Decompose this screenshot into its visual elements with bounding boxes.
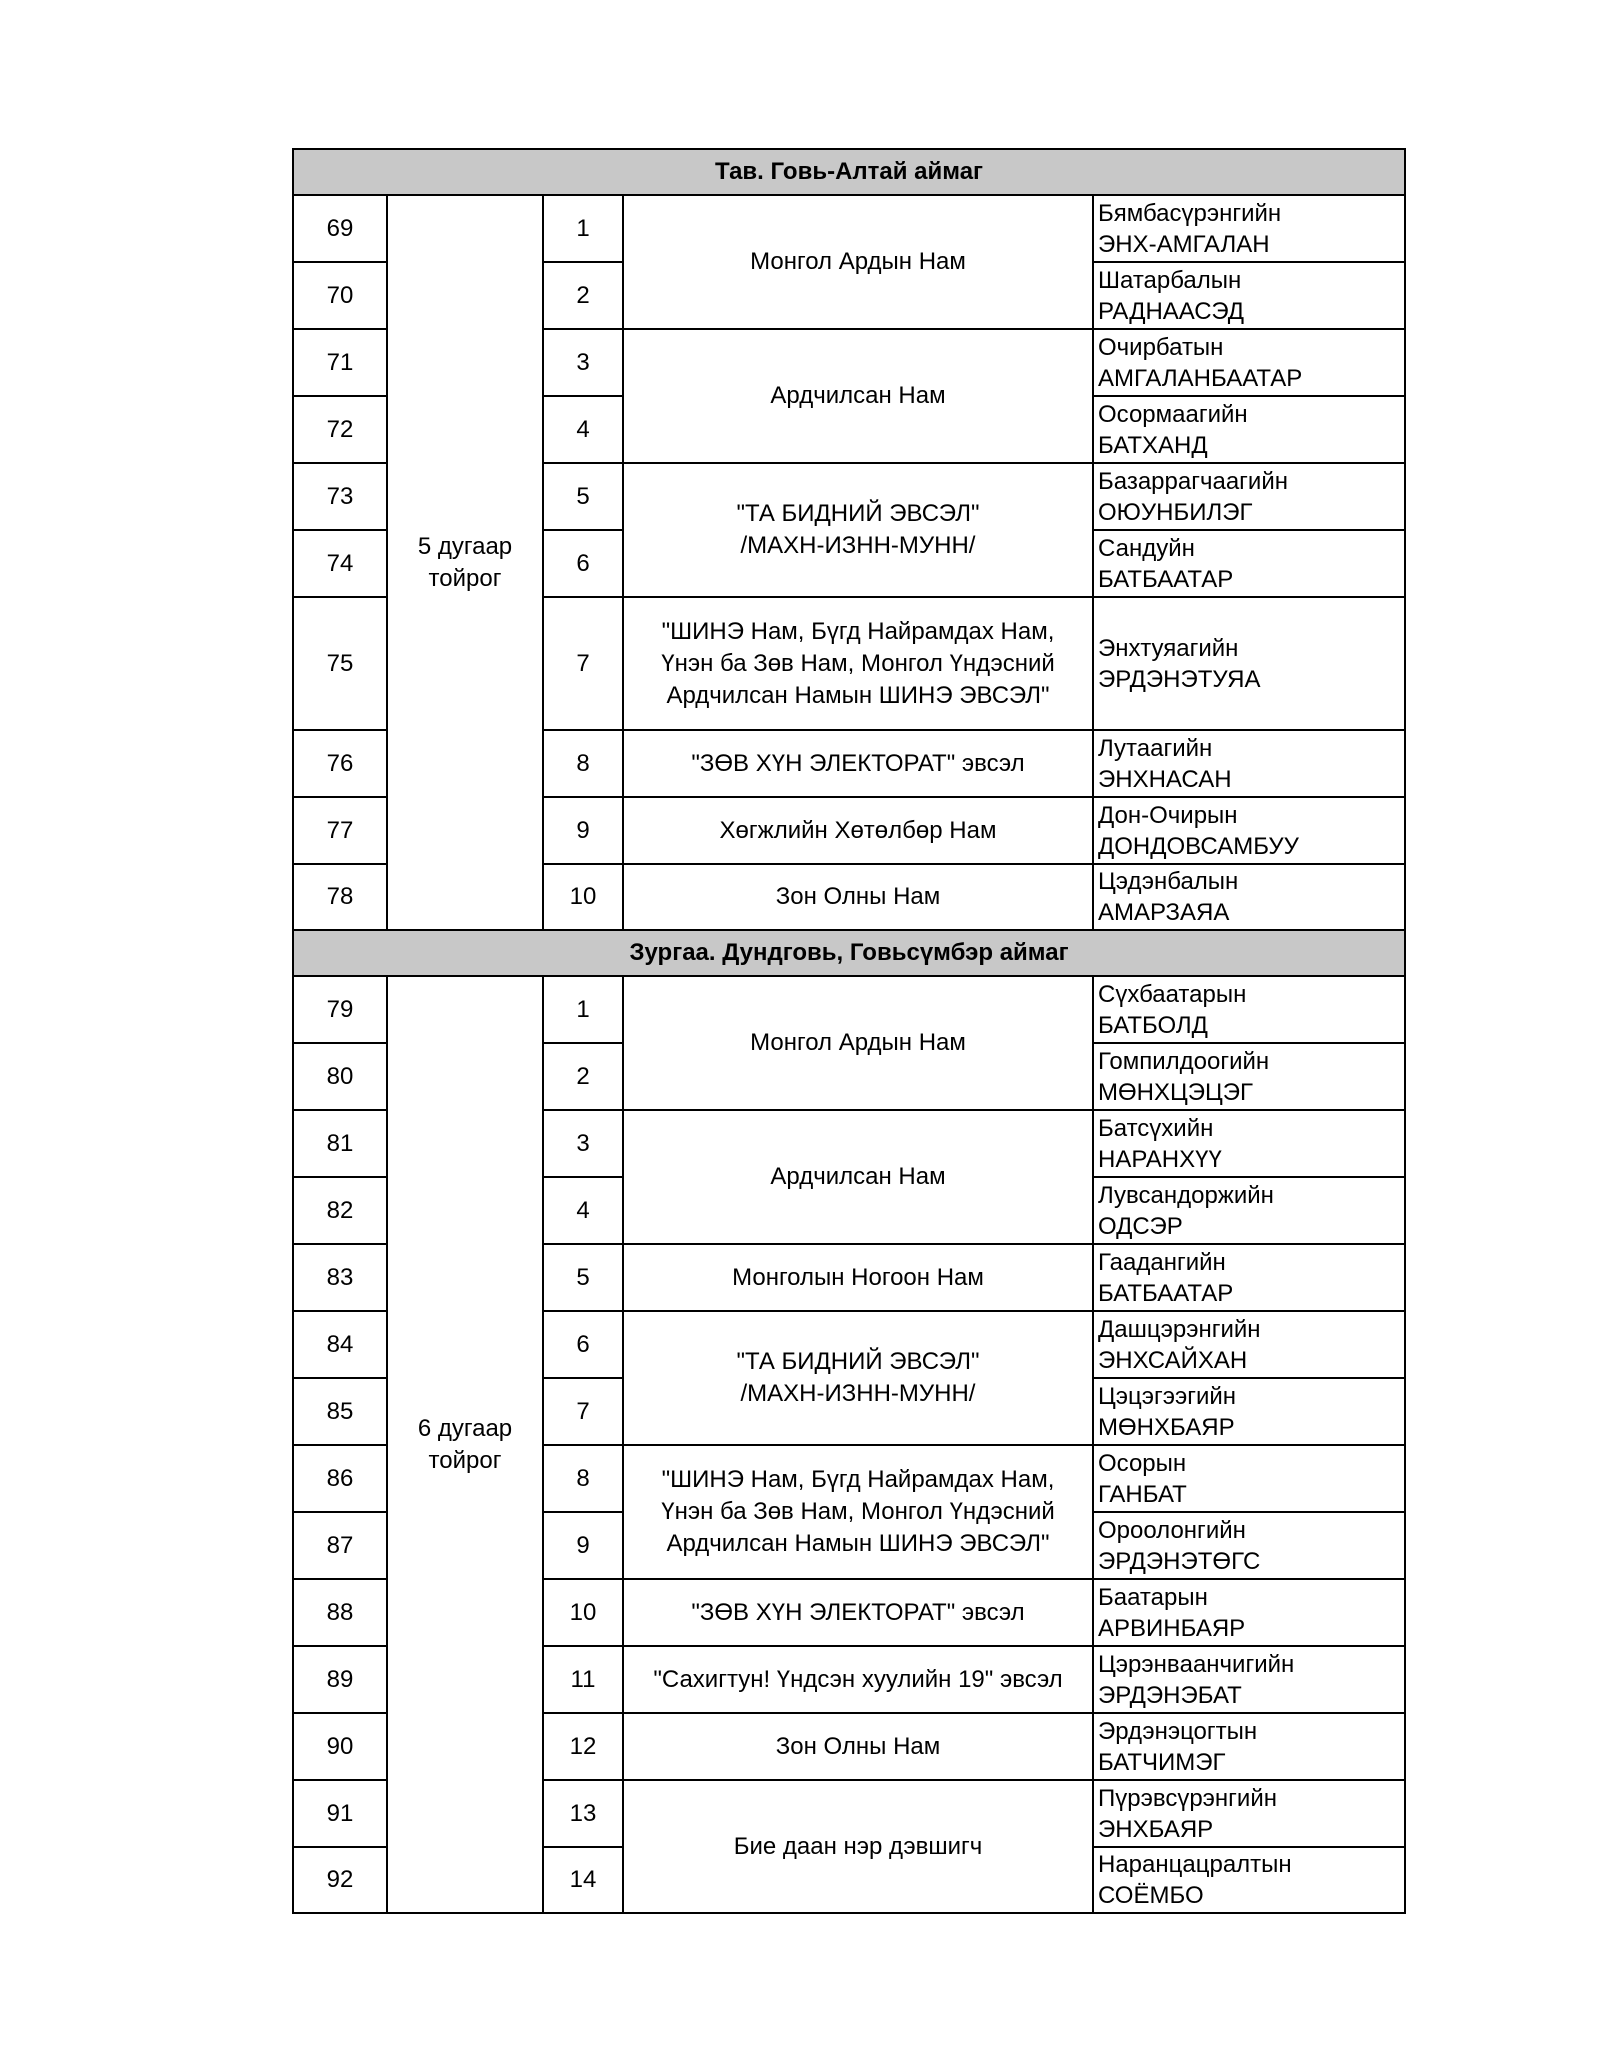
list-number: 5 xyxy=(543,463,623,530)
list-number: 2 xyxy=(543,1043,623,1110)
candidate-first-name: Наранцацралтын xyxy=(1098,1851,1292,1878)
candidate-name xyxy=(1093,1311,1405,1378)
list-number: 3 xyxy=(543,329,623,396)
party-name-line: /МАХН-ИЗНН-МУНН/ xyxy=(740,532,976,559)
party-name-line: Хөгжлийн Хөтөлбөр Нам xyxy=(719,816,997,844)
candidate-last-name: АРВИНБАЯР xyxy=(1098,1614,1246,1642)
candidate-first-name: Ороолонгийн xyxy=(1098,1516,1246,1544)
table-row xyxy=(293,195,1405,262)
district-label: 6 дугаар xyxy=(417,1414,513,1442)
candidate-name xyxy=(1093,1579,1405,1646)
candidate-number: 83 xyxy=(293,1244,387,1311)
party-name xyxy=(623,597,1093,730)
candidate-number: 77 xyxy=(293,797,387,864)
party-name xyxy=(623,329,1093,463)
candidate-name xyxy=(1093,864,1405,930)
list-number: 9 xyxy=(543,797,623,864)
candidate-name xyxy=(1093,1043,1405,1110)
party-name-line: "ТА БИДНИЙ ЭВСЭЛ" xyxy=(736,1348,980,1375)
candidate-last-name: ЭНХСАЙХАН xyxy=(1098,1346,1248,1374)
section-header-row xyxy=(293,149,1405,195)
party-name-line: "ТА БИДНИЙ ЭВСЭЛ" xyxy=(736,500,980,527)
list-number: 14 xyxy=(543,1847,623,1913)
party-name xyxy=(623,1110,1093,1244)
party-name-line: Монгол Ардын Нам xyxy=(750,248,966,275)
list-number: 6 xyxy=(543,1311,623,1378)
candidate-name xyxy=(1093,530,1405,597)
candidate-number: 76 xyxy=(293,730,387,797)
list-number: 3 xyxy=(543,1110,623,1177)
candidate-name xyxy=(1093,463,1405,530)
candidate-number: 81 xyxy=(293,1110,387,1177)
candidate-name xyxy=(1093,1244,1405,1311)
candidate-first-name: Эрдэнэцогтын xyxy=(1098,1717,1258,1745)
party-name-line: "Сахигтун! Үндсэн хуулийн 19" эвсэл xyxy=(653,1665,1063,1693)
candidate-last-name: ЭРДЭНЭТӨГС xyxy=(1098,1547,1261,1575)
party-name-line: Монгол Ардын Нам xyxy=(750,1029,966,1056)
party-name-line: Ардчилсан Нам xyxy=(770,1163,946,1190)
candidate-last-name: АМАРЗАЯА xyxy=(1098,899,1230,926)
party-name xyxy=(623,864,1093,930)
candidate-last-name: НАРАНХҮҮ xyxy=(1098,1145,1222,1173)
candidate-name xyxy=(1093,797,1405,864)
candidate-number: 86 xyxy=(293,1445,387,1512)
candidate-number: 73 xyxy=(293,463,387,530)
list-number: 2 xyxy=(543,262,623,329)
list-number: 8 xyxy=(543,730,623,797)
candidate-last-name: БАТБААТАР xyxy=(1098,565,1234,593)
candidate-last-name: БАТХАНД xyxy=(1098,431,1208,459)
list-number: 11 xyxy=(543,1646,623,1713)
candidate-name xyxy=(1093,597,1405,730)
candidate-last-name: БАТЧИМЭГ xyxy=(1098,1748,1226,1776)
party-name-line: Ардчилсан Намын ШИНЭ ЭВСЭЛ" xyxy=(666,1530,1050,1557)
candidate-first-name: Гомпилдоогийн xyxy=(1098,1047,1270,1075)
list-number: 7 xyxy=(543,597,623,730)
candidate-last-name: РАДНААСЭД xyxy=(1098,297,1245,325)
party-name xyxy=(623,1713,1093,1780)
candidate-last-name: АМГАЛАНБААТАР xyxy=(1098,364,1303,392)
party-name xyxy=(623,730,1093,797)
candidate-last-name: ЭНХБАЯР xyxy=(1098,1815,1214,1843)
list-number: 10 xyxy=(543,1579,623,1646)
candidate-name xyxy=(1093,1847,1405,1913)
list-number: 4 xyxy=(543,396,623,463)
candidate-last-name: ГАНБАТ xyxy=(1098,1480,1187,1508)
party-name-line: "ШИНЭ Нам, Бүгд Найрамдах Нам, xyxy=(661,1466,1055,1493)
candidate-number: 80 xyxy=(293,1043,387,1110)
candidate-first-name: Баатарын xyxy=(1098,1583,1208,1611)
candidate-first-name: Дашцэрэнгийн xyxy=(1098,1315,1261,1343)
candidate-first-name: Дон-Очирын xyxy=(1098,801,1238,829)
candidate-number: 89 xyxy=(293,1646,387,1713)
party-name xyxy=(623,1780,1093,1913)
candidate-first-name: Шатарбалын xyxy=(1098,266,1242,294)
list-number: 10 xyxy=(543,864,623,930)
candidate-name xyxy=(1093,1713,1405,1780)
candidate-name xyxy=(1093,1378,1405,1445)
candidate-number: 78 xyxy=(293,864,387,930)
list-number: 12 xyxy=(543,1713,623,1780)
candidate-last-name: ЭНХ-АМГАЛАН xyxy=(1098,230,1270,258)
candidate-last-name: ОЮУНБИЛЭГ xyxy=(1098,498,1253,526)
party-name xyxy=(623,463,1093,597)
party-name-line: Ардчилсан Нам xyxy=(770,382,946,409)
party-name-line: "ЗӨВ ХҮН ЭЛЕКТОРАТ" эвсэл xyxy=(691,1598,1025,1626)
candidate-number: 70 xyxy=(293,262,387,329)
party-name-line: Ардчилсан Намын ШИНЭ ЭВСЭЛ" xyxy=(666,681,1050,709)
party-name-line: Зон Олны Нам xyxy=(775,1732,941,1760)
district-label: тойрог xyxy=(428,564,502,592)
party-name xyxy=(623,1244,1093,1311)
candidate-name xyxy=(1093,1646,1405,1713)
candidate-number: 72 xyxy=(293,396,387,463)
table-row xyxy=(293,976,1405,1043)
list-number: 6 xyxy=(543,530,623,597)
list-number: 8 xyxy=(543,1445,623,1512)
district-cell xyxy=(387,976,543,1913)
candidate-name xyxy=(1093,730,1405,797)
party-name-line: Зон Олны Нам xyxy=(775,883,941,910)
candidate-number: 82 xyxy=(293,1177,387,1244)
list-number: 7 xyxy=(543,1378,623,1445)
party-name xyxy=(623,797,1093,864)
candidate-number: 92 xyxy=(293,1847,387,1913)
candidate-number: 75 xyxy=(293,597,387,730)
candidate-last-name: БАТБААТАР xyxy=(1098,1279,1234,1307)
candidate-first-name: Батсүхийн xyxy=(1098,1114,1214,1142)
party-name xyxy=(623,1579,1093,1646)
candidate-first-name: Лувсандоржийн xyxy=(1098,1181,1274,1209)
candidate-first-name: Сандуйн xyxy=(1098,534,1195,562)
candidate-number: 85 xyxy=(293,1378,387,1445)
party-name-line: Бие даан нэр дэвшигч xyxy=(733,1832,983,1860)
candidate-first-name: Сүхбаатарын xyxy=(1098,980,1247,1008)
party-name-line: /МАХН-ИЗНН-МУНН/ xyxy=(740,1380,976,1407)
candidate-name xyxy=(1093,329,1405,396)
candidate-number: 71 xyxy=(293,329,387,396)
candidate-table xyxy=(292,148,1406,1914)
party-name xyxy=(623,1445,1093,1579)
candidate-last-name: ЭНХНАСАН xyxy=(1098,765,1232,793)
list-number: 4 xyxy=(543,1177,623,1244)
candidate-last-name: БАТБОЛД xyxy=(1098,1011,1208,1039)
candidate-last-name: СОЁМБО xyxy=(1098,1882,1204,1909)
party-name xyxy=(623,1311,1093,1445)
district-cell xyxy=(387,195,543,930)
party-name-line: Үнэн ба Зөв Нам, Монгол Үндэсний xyxy=(661,1498,1055,1525)
list-number: 1 xyxy=(543,195,623,262)
list-number: 1 xyxy=(543,976,623,1043)
candidate-first-name: Цэдэнбалын xyxy=(1098,868,1239,895)
candidate-name xyxy=(1093,976,1405,1043)
candidate-first-name: Базаррагчаагийн xyxy=(1098,467,1288,495)
candidate-name xyxy=(1093,396,1405,463)
party-name xyxy=(623,976,1093,1110)
section-title: Зургаа. Дундговь, Говьсүмбэр аймаг xyxy=(293,930,1405,976)
section-title: Тав. Говь-Алтай аймаг xyxy=(293,149,1405,195)
candidate-number: 69 xyxy=(293,195,387,262)
candidate-first-name: Бямбасүрэнгийн xyxy=(1098,199,1282,227)
candidate-last-name: ОДСЭР xyxy=(1098,1212,1183,1240)
candidate-first-name: Цэрэнвaанчигийн xyxy=(1098,1650,1295,1678)
candidate-first-name: Энхтуяагийн xyxy=(1098,634,1239,662)
candidate-name xyxy=(1093,1177,1405,1244)
candidate-last-name: ЭРДЭНЭБАТ xyxy=(1098,1681,1242,1709)
candidate-first-name: Гаадангийн xyxy=(1098,1248,1226,1276)
candidate-first-name: Осорын xyxy=(1098,1449,1187,1477)
party-name xyxy=(623,195,1093,329)
list-number: 13 xyxy=(543,1780,623,1847)
candidate-first-name: Пүрэвсүрэнгийн xyxy=(1098,1784,1277,1812)
candidate-name xyxy=(1093,1512,1405,1579)
candidate-number: 84 xyxy=(293,1311,387,1378)
party-name-line: "ЗӨВ ХҮН ЭЛЕКТОРАТ" эвсэл xyxy=(691,749,1025,777)
party-name-line: Монголын Ногоон Нам xyxy=(732,1263,984,1291)
candidate-name xyxy=(1093,1445,1405,1512)
candidate-last-name: МӨНХЦЭЦЭГ xyxy=(1098,1078,1254,1106)
candidate-first-name: Очирбатын xyxy=(1098,333,1224,361)
candidate-name xyxy=(1093,1110,1405,1177)
district-label: тойрог xyxy=(428,1446,502,1474)
candidate-number: 87 xyxy=(293,1512,387,1579)
list-number: 9 xyxy=(543,1512,623,1579)
candidate-number: 91 xyxy=(293,1780,387,1847)
candidate-first-name: Цэцэгээгийн xyxy=(1098,1382,1237,1410)
candidate-number: 79 xyxy=(293,976,387,1043)
candidate-last-name: МӨНХБАЯР xyxy=(1098,1413,1235,1441)
list-number: 5 xyxy=(543,1244,623,1311)
party-name-line: "ШИНЭ Нам, Бүгд Найрамдах Нам, xyxy=(661,617,1055,645)
district-label: 5 дугаар xyxy=(417,532,513,560)
candidate-last-name: ДОНДОВСАМБУУ xyxy=(1098,832,1299,860)
candidate-number: 74 xyxy=(293,530,387,597)
candidate-number: 88 xyxy=(293,1579,387,1646)
candidate-name xyxy=(1093,262,1405,329)
candidate-first-name: Осормаагийн xyxy=(1098,400,1248,428)
candidate-name xyxy=(1093,1780,1405,1847)
candidate-last-name: ЭРДЭНЭТУЯА xyxy=(1098,665,1261,693)
party-name xyxy=(623,1646,1093,1713)
candidate-name xyxy=(1093,195,1405,262)
party-name-line: Үнэн ба Зөв Нам, Монгол Үндэсний xyxy=(661,649,1055,677)
candidate-first-name: Лутаагийн xyxy=(1098,734,1213,762)
candidate-number: 90 xyxy=(293,1713,387,1780)
section-header-row xyxy=(293,930,1405,976)
